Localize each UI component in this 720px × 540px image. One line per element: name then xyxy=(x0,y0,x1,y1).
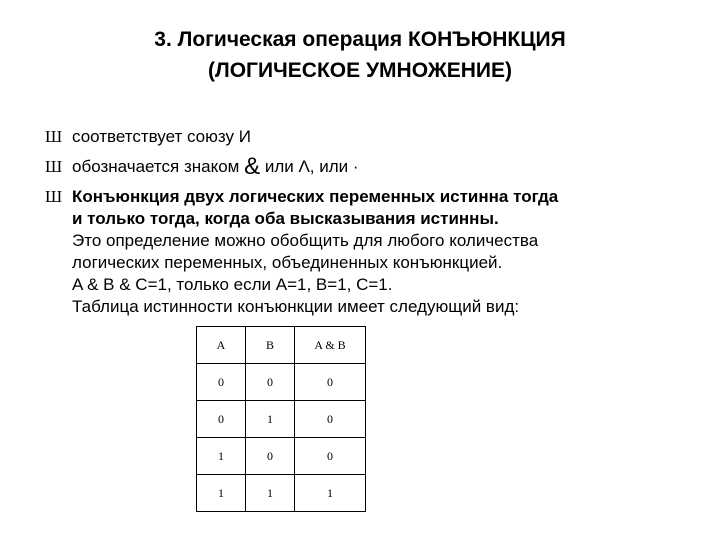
table-cell: 1 xyxy=(295,475,366,512)
table-cell: 0 xyxy=(295,438,366,475)
bullet-text-before: обозначается знаком xyxy=(72,157,245,176)
text-line-5: A & B & C=1, только если A=1, B=1, C=1. xyxy=(72,275,393,294)
table-cell: 1 xyxy=(197,475,246,512)
slide-title xyxy=(0,24,720,86)
truth-table xyxy=(196,326,366,512)
bullet-item-2 xyxy=(45,153,715,180)
table-cell: 0 xyxy=(197,401,246,438)
table-cell: 0 xyxy=(197,364,246,401)
table-cell: 0 xyxy=(246,364,295,401)
text-line-6: Таблица истинности конъюнкции имеет следующий вид: xyxy=(72,297,520,316)
bullet-text xyxy=(72,153,715,180)
header-cell-b: B xyxy=(246,327,295,364)
table-row xyxy=(197,438,366,475)
definition-line-1: Конъюнкция двух логических переменных истинна тогда xyxy=(72,187,559,206)
table-row xyxy=(197,401,366,438)
bullet-item-1 xyxy=(45,126,715,148)
bullet-marker-icon: Ш xyxy=(45,157,63,176)
table-cell: 0 xyxy=(295,364,366,401)
ampersand-symbol: & xyxy=(244,153,261,180)
bullet-marker-icon: Ш xyxy=(45,187,63,206)
header-cell-a: A xyxy=(197,327,246,364)
text-line-4: логических переменных, объединенных конъюнкцией. xyxy=(72,253,503,272)
table-row xyxy=(197,364,366,401)
table-cell: 0 xyxy=(246,438,295,475)
table-row xyxy=(197,475,366,512)
title-line-1: 3. Логическая операция КОНЪЮНКЦИЯ xyxy=(154,28,566,51)
bullet-item-3 xyxy=(45,186,715,318)
header-cell-a-and-b: A & B xyxy=(295,327,366,364)
bullet-list xyxy=(45,126,715,326)
bullet-text: соответствует союзу И xyxy=(72,127,251,146)
text-line-3: Это определение можно обобщить для любого количества xyxy=(72,231,539,250)
bullet-text-after: или Λ, или · xyxy=(260,157,359,176)
definition-line-2: и только тогда, когда оба высказывания истинны. xyxy=(72,209,499,228)
table-header-row xyxy=(197,327,366,364)
bullet-marker-icon: Ш xyxy=(45,127,63,146)
table-cell: 1 xyxy=(197,438,246,475)
table-cell: 1 xyxy=(246,401,295,438)
title-line-2: (ЛОГИЧЕСКОЕ УМНОЖЕНИЕ) xyxy=(207,59,512,82)
table-cell: 1 xyxy=(246,475,295,512)
table-cell: 0 xyxy=(295,401,366,438)
